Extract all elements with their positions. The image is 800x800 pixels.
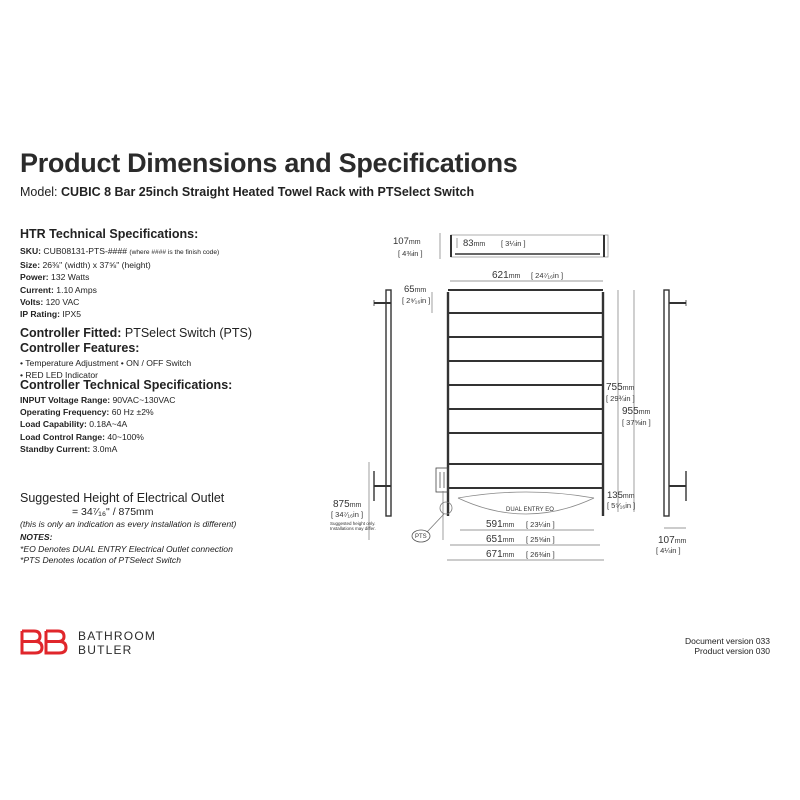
volts-label: Volts: bbox=[20, 296, 44, 307]
controller-fitted-label: Controller Fitted: bbox=[20, 326, 122, 341]
sku-label: SKU: bbox=[20, 246, 42, 256]
htr-heading: HTR Technical Specifications: bbox=[20, 227, 199, 241]
sku-value: CUB08131-PTS-#### bbox=[43, 246, 128, 256]
dim-inner: 591mm bbox=[486, 519, 515, 530]
model-label: Model: bbox=[20, 185, 58, 199]
standby-label: Standby Current: bbox=[20, 443, 91, 454]
size-value: 26⅜" (width) x 37⅝" (height) bbox=[42, 260, 151, 271]
dim-outer-in: [ 26⅜in ] bbox=[526, 550, 555, 559]
dim-top-bar: 83mm bbox=[463, 238, 486, 249]
load-control-value: 40~100% bbox=[107, 431, 144, 442]
features-heading: Controller Features: bbox=[20, 341, 140, 355]
input-voltage-label: INPUT Voltage Range: bbox=[20, 395, 111, 405]
outlet-title: Suggested Height of Electrical Outlet bbox=[20, 491, 225, 505]
power-label: Power: bbox=[20, 272, 49, 283]
controller-tech-heading: Controller Technical Specifications: bbox=[20, 378, 233, 392]
power-value: 132 Watts bbox=[51, 272, 90, 283]
dim-bar-span: 755mm bbox=[606, 382, 635, 393]
dim-inner-in: [ 23¼in ] bbox=[526, 520, 555, 529]
dim-bottom-in: [ 5⁵⁄₁₆in ] bbox=[607, 501, 636, 510]
outlet-note: (this is only an indication as every installation is different) bbox=[20, 519, 237, 529]
dim-mid: 651mm bbox=[486, 534, 515, 545]
page-title: Product Dimensions and Specifications bbox=[20, 148, 518, 178]
dim-height: 955mm bbox=[622, 406, 651, 417]
left-side-view bbox=[374, 290, 391, 516]
current-label: Current: bbox=[20, 284, 54, 295]
dim-outlet-in: [ 34⁷⁄₁₆in ] bbox=[331, 510, 364, 519]
load-control-label: Load Control Range: bbox=[20, 431, 105, 442]
dimension-labels bbox=[330, 236, 687, 560]
dim-width-in: [ 24⁷⁄₁₆in ] bbox=[531, 271, 564, 280]
controller-fitted-value: PTSelect Switch (PTS) bbox=[124, 326, 252, 341]
dim-top-depth-in: [ 4⅜in ] bbox=[398, 249, 423, 258]
dim-outer: 671mm bbox=[486, 549, 515, 560]
ip-value: IPX5 bbox=[62, 309, 81, 320]
current-value: 1.10 Amps bbox=[56, 284, 97, 295]
dim-outlet-note-1: Suggested height only. bbox=[330, 521, 376, 526]
dim-bottom: 135mm bbox=[607, 490, 635, 501]
model-value: CUBIC 8 Bar 25inch Straight Heated Towel Rack with PTSelect Switch bbox=[61, 185, 475, 199]
notes-heading: NOTES: bbox=[20, 532, 53, 542]
feature-item: • Temperature Adjustment • ON / OFF Switch bbox=[20, 358, 192, 368]
dual-entry-label: DUAL ENTRY EO bbox=[506, 507, 554, 513]
front-view bbox=[412, 290, 603, 542]
document-version: Document version 033 bbox=[684, 636, 770, 646]
feature-item: • RED LED Indicator bbox=[20, 370, 98, 381]
volts-value: 120 VAC bbox=[45, 296, 80, 307]
dim-mid-in: [ 25⅝in ] bbox=[526, 535, 555, 544]
load-capability-label: Load Capability: bbox=[20, 419, 87, 430]
standby-value: 3.0mA bbox=[92, 443, 118, 454]
outlet-value: = 34⁷⁄₁₆" / 875mm bbox=[72, 506, 154, 518]
ip-label: IP Rating: bbox=[20, 309, 60, 320]
dim-top-bar-in: [ 3¼in ] bbox=[501, 239, 526, 248]
dim-offset: 65mm bbox=[404, 284, 427, 295]
brand-line2: BUTLER bbox=[78, 643, 133, 657]
pts-label: PTS bbox=[415, 534, 427, 540]
dim-side-depth-in: [ 4¼in ] bbox=[656, 546, 681, 555]
dim-offset-in: [ 2⁹⁄₁₆in ] bbox=[402, 296, 431, 305]
dim-bar-span-in: [ 29¾in ] bbox=[606, 394, 635, 403]
sku-note: (where #### is the finish code) bbox=[129, 249, 220, 256]
dim-side-depth: 107mm bbox=[658, 535, 687, 546]
right-side-view bbox=[664, 290, 686, 516]
dim-outlet: 875mm bbox=[333, 499, 362, 510]
brand-line1: BATHROOM bbox=[78, 629, 157, 643]
note-eo: *EO Denotes DUAL ENTRY Electrical Outlet connection bbox=[20, 543, 233, 554]
frequency-label: Operating Frequency: bbox=[20, 407, 110, 418]
input-voltage-value: 90VAC~130VAC bbox=[112, 395, 176, 405]
dim-top-depth: 107mm bbox=[393, 236, 421, 247]
frequency-value: 60 Hz ±2% bbox=[111, 407, 154, 418]
dim-outlet-note-2: Installations may differ. bbox=[330, 526, 376, 531]
product-version: Product version 030 bbox=[694, 646, 770, 656]
size-label: Size: bbox=[20, 260, 41, 271]
load-capability-value: 0.18A~4A bbox=[89, 419, 128, 430]
dim-width: 621mm bbox=[492, 270, 521, 281]
dim-height-in: [ 37⅝in ] bbox=[622, 418, 651, 427]
note-pts: *PTS Denotes location of PTSelect Switch bbox=[20, 555, 181, 565]
